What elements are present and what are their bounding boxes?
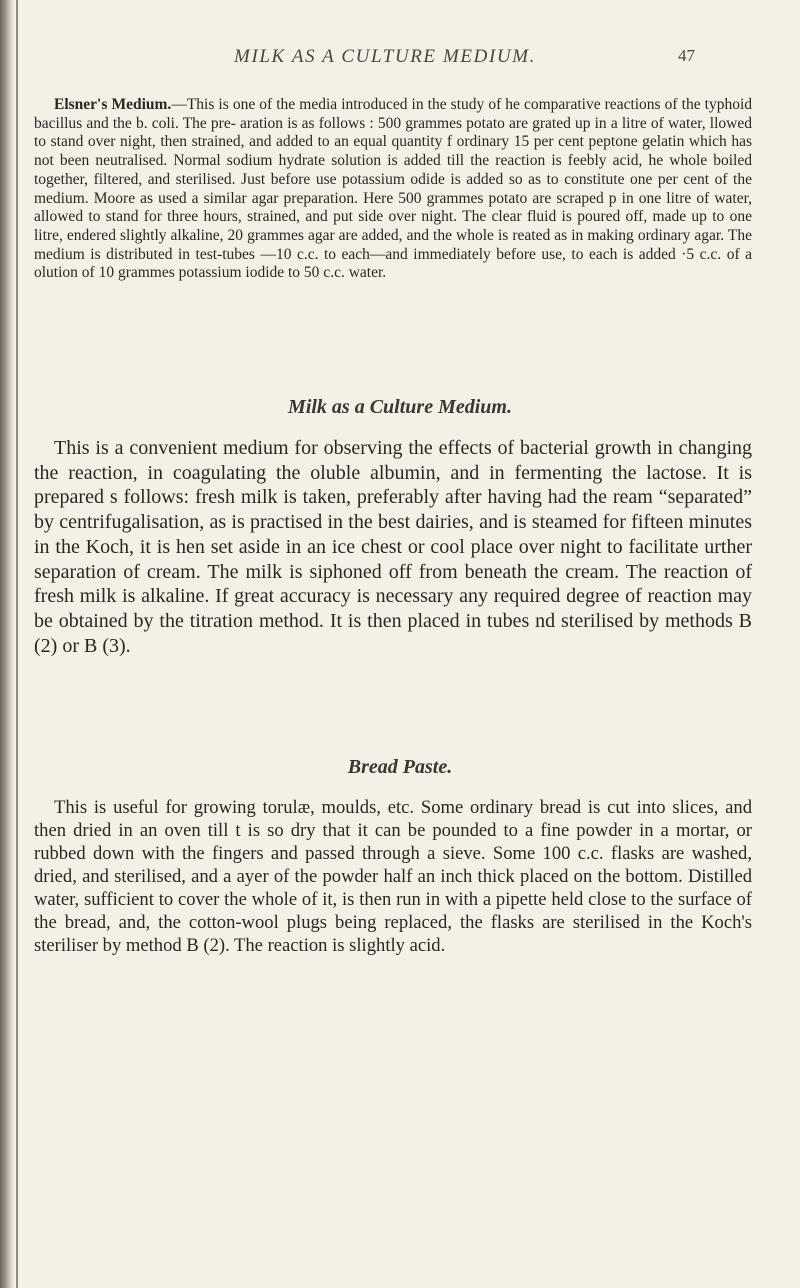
elsner-medium-lead: Elsner's Medium. xyxy=(54,96,172,113)
elsner-medium-paragraph xyxy=(34,96,752,283)
milk-section-heading: Milk as a Culture Medium. xyxy=(288,396,512,418)
running-header xyxy=(0,46,800,76)
bread-paragraph: This is useful for growing torulæ, moulds, etc. Some ordinary bread is cut into slices, and then dried in an oven till t is so dry that it can be pounded to a fine powder in a mortar, or rubbed down with the fingers and passed through a sieve. Some 100 c.c. flasks are washed, dried, and sterilised, and a ayer of the powder half an inch thick placed on the bottom. Distilled water, sufficient to cover the whole of it, is then run in with a pipette held close to the surface of the bread, and, the cotton-wool plugs being replaced, the flasks are sterilised in the Koch's steriliser by method B (2). The reaction is slightly acid. xyxy=(34,797,752,956)
page-number: 47 xyxy=(678,46,695,65)
running-title: MILK AS A CULTURE MEDIUM. xyxy=(234,46,536,67)
bread-section-heading: Bread Paste. xyxy=(347,756,453,778)
milk-paragraph: This is a convenient medium for observing the effects of bacterial growth in changing the reaction, in coagulating the oluble albumin, and in fermenting the lactose. It is prepared s follows: fresh milk is taken, preferably after having had the ream “separated” by centrifugalisation, as is practised in the best dairies, and is steamed for fifteen minutes in the Koch, it is hen set aside in an ice chest or cool place over night to facilitate urther separation of cream. The milk is siphoned off from beneath the cream. The reaction of fresh milk is alkaline. If great accuracy is necessary any required degree of reaction may be obtained by the titration method. It is then placed in tubes nd sterilised by methods B (2) or B (3). xyxy=(34,437,752,657)
book-gutter-shadow xyxy=(0,0,14,1288)
elsner-medium-body: —This is one of the media introduced in the study of he comparative reactions of the typhoid bacillus and the b. coli. The pre- aration is as follows : 500 grammes potato are grated up in a litre of water, llowed to stand over night, then strained, and added to an equal quantity f ordinary 15 per cent peptone gelatin which has not been neutralised. Normal sodium hydrate solution is added till the reaction is feebly acid, he whole boiled together, filtered, and sterilised. Just before use potassium odide is added so as to constitute one per cent of the medium. Moore as used a similar agar preparation. Here 500 grammes potato are scraped p in one litre of water, allowed to stand for three hours, strained, and put side over night. The clear fluid is poured off, made up to one litre, endered slightly alkaline, 20 grammes agar are added, and the whole is reated as in making ordinary agar. The medium is distributed in test-tubes —10 c.c. to each—and immediately before use, to each is added ·5 c.c. of a olution of 10 grammes potassium iodide to 50 c.c. water. xyxy=(34,96,752,282)
book-gutter-edge xyxy=(16,0,18,1288)
